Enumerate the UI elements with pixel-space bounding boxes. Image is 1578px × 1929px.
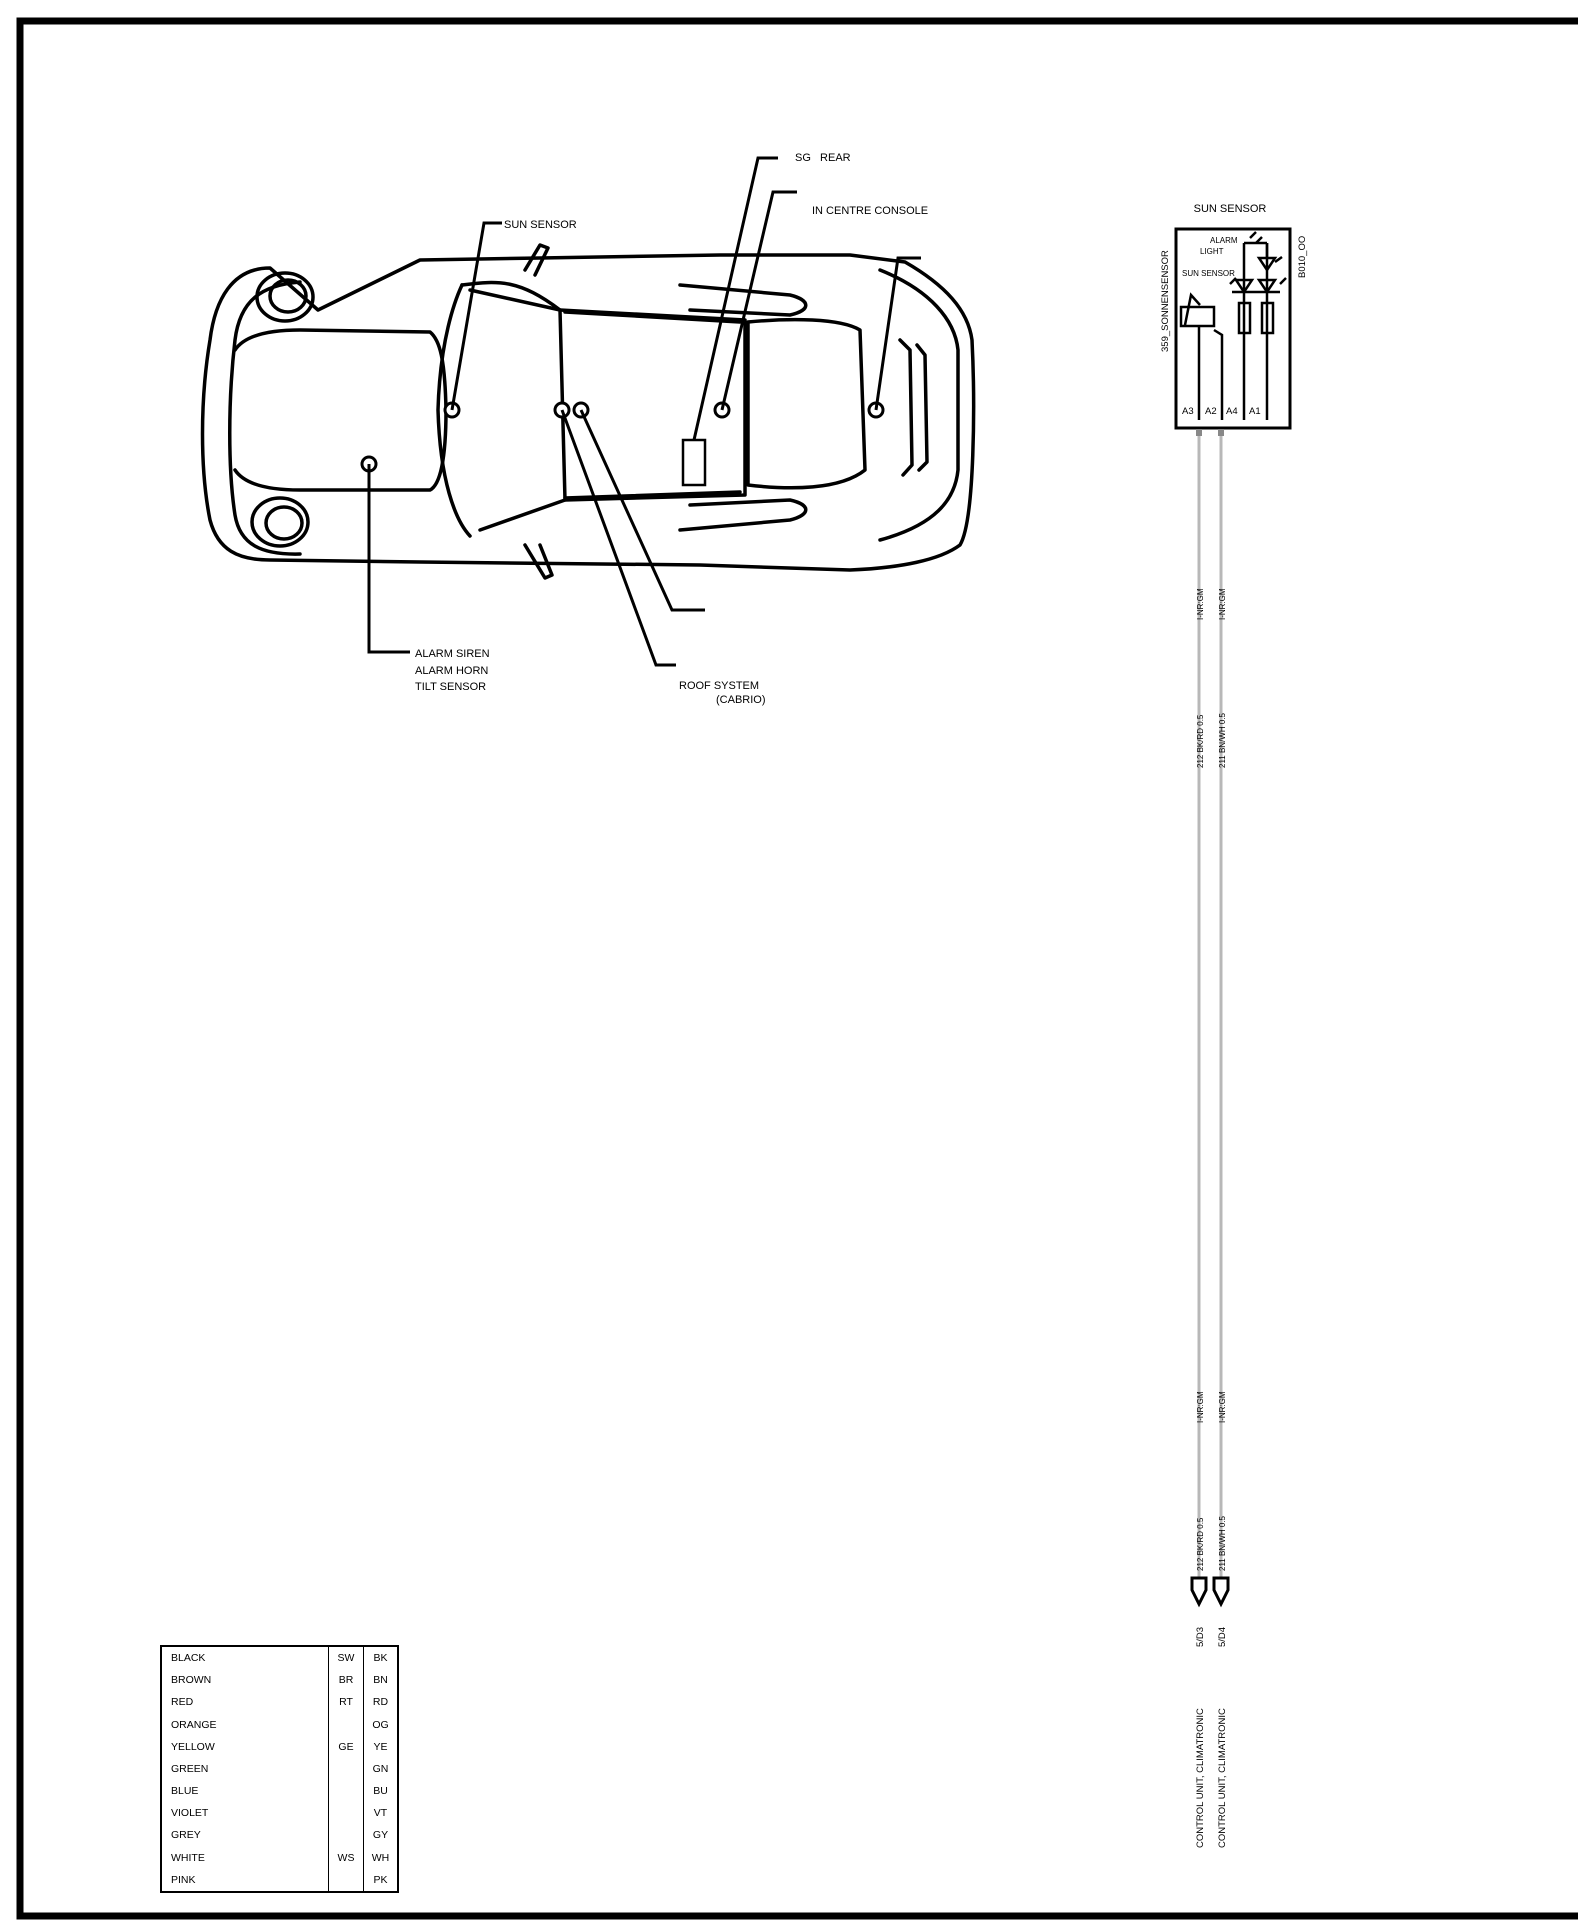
wire-211-spec-bottom: 211 BN/WH 0.5 bbox=[1218, 1516, 1227, 1571]
terminal-5d3: 5/D3 bbox=[1195, 1626, 1206, 1647]
legend-en: GY bbox=[364, 1824, 398, 1846]
legend-en: YE bbox=[364, 1736, 398, 1758]
marker-control-unit bbox=[683, 440, 705, 485]
component-code-right: B010_OO bbox=[1297, 235, 1308, 278]
label-alarm-horn: ALARM HORN bbox=[415, 665, 489, 677]
terminal-5d4: 5/D4 bbox=[1217, 1626, 1228, 1647]
pin-stub-a3 bbox=[1196, 429, 1202, 436]
legend-row bbox=[162, 1736, 397, 1758]
label-alarm: ALARM bbox=[1210, 236, 1238, 245]
pin-a1: A1 bbox=[1249, 406, 1261, 417]
connector-5d3 bbox=[1192, 1578, 1206, 1604]
legend-name: BROWN bbox=[171, 1674, 212, 1687]
legend-name: VIOLET bbox=[171, 1807, 209, 1820]
legend-name: BLUE bbox=[171, 1785, 199, 1798]
component-title: SUN SENSOR bbox=[1193, 203, 1267, 215]
pin-a3: A3 bbox=[1182, 406, 1194, 417]
legend-de: BR bbox=[329, 1669, 364, 1691]
legend-de bbox=[329, 1824, 364, 1846]
legend-en: OG bbox=[364, 1714, 398, 1736]
label-in-centre-console: IN CENTRE CONSOLE bbox=[812, 205, 929, 217]
legend-table bbox=[162, 1647, 397, 1891]
legend-de bbox=[329, 1714, 364, 1736]
pin-a2: A2 bbox=[1205, 406, 1217, 417]
legend-name: GREY bbox=[171, 1829, 201, 1842]
legend-de bbox=[329, 1780, 364, 1802]
page-border bbox=[20, 21, 1578, 1916]
wire-212-spec-bottom: 212 BK/RD 0.5 bbox=[1196, 1517, 1205, 1571]
destination-5d3: CONTROL UNIT, CLIMATRONIC bbox=[1195, 1708, 1206, 1848]
legend-name: ORANGE bbox=[171, 1718, 217, 1731]
legend-name: YELLOW bbox=[171, 1740, 215, 1753]
label-roof-system: ROOF SYSTEM bbox=[679, 680, 760, 692]
pin-a4: A4 bbox=[1226, 406, 1238, 417]
legend-row bbox=[162, 1802, 397, 1824]
pin-stub-a2 bbox=[1218, 429, 1224, 436]
legend-row bbox=[162, 1847, 397, 1869]
destination-5d4: CONTROL UNIT, CLIMATRONIC bbox=[1217, 1708, 1228, 1848]
wire-211-type-top: I-NR:GM bbox=[1218, 588, 1227, 620]
label-roof-cabrio: (CABRIO) bbox=[716, 694, 766, 706]
legend-row bbox=[162, 1647, 397, 1669]
label-sun-sensor-internal: SUN SENSOR bbox=[1182, 269, 1235, 278]
wire-212-spec-top: 212 BK/RD 0.5 bbox=[1196, 714, 1205, 768]
label-sg-rear: SG REAR bbox=[795, 152, 851, 164]
label-tilt-sensor: TILT SENSOR bbox=[415, 681, 487, 693]
legend-de: SW bbox=[329, 1647, 364, 1669]
legend-de: RT bbox=[329, 1691, 364, 1713]
label-alarm-siren: ALARM SIREN bbox=[415, 648, 490, 660]
legend-row bbox=[162, 1669, 397, 1691]
legend-name: PINK bbox=[171, 1873, 196, 1886]
wire-212-type-bottom: I-NR:GM bbox=[1196, 1391, 1205, 1423]
legend-row bbox=[162, 1758, 397, 1780]
label-light: LIGHT bbox=[1200, 247, 1224, 256]
legend-row bbox=[162, 1691, 397, 1713]
legend-de bbox=[329, 1802, 364, 1824]
legend-en: BU bbox=[364, 1780, 398, 1802]
legend-en: GN bbox=[364, 1758, 398, 1780]
label-sun-sensor-car: SUN SENSOR bbox=[504, 219, 577, 231]
legend-de: GE bbox=[329, 1736, 364, 1758]
component-code-left: 359_SONNENSENSOR bbox=[1160, 250, 1171, 352]
legend-row bbox=[162, 1714, 397, 1736]
legend-row bbox=[162, 1869, 397, 1891]
legend-name: WHITE bbox=[171, 1851, 205, 1864]
legend-row bbox=[162, 1780, 397, 1802]
legend-en: VT bbox=[364, 1802, 398, 1824]
legend-en: PK bbox=[364, 1869, 398, 1891]
wire-212-type-top: I-NR:GM bbox=[1196, 588, 1205, 620]
legend-name: GREEN bbox=[171, 1762, 209, 1775]
legend-en: BN bbox=[364, 1669, 398, 1691]
legend-de bbox=[329, 1758, 364, 1780]
component-internals bbox=[1181, 232, 1286, 420]
wire-211-spec-top: 211 BN/WH 0.5 bbox=[1218, 713, 1227, 768]
legend-en: RD bbox=[364, 1691, 398, 1713]
legend-de bbox=[329, 1869, 364, 1891]
legend-row bbox=[162, 1824, 397, 1846]
legend-de: WS bbox=[329, 1847, 364, 1869]
legend-name: BLACK bbox=[171, 1652, 206, 1665]
legend-name: RED bbox=[171, 1696, 194, 1709]
legend-en: BK bbox=[364, 1647, 398, 1669]
legend-en: WH bbox=[364, 1847, 398, 1869]
connector-5d4 bbox=[1214, 1578, 1228, 1604]
color-legend bbox=[160, 1645, 399, 1893]
wire-211-type-bottom: I-NR:GM bbox=[1218, 1391, 1227, 1423]
